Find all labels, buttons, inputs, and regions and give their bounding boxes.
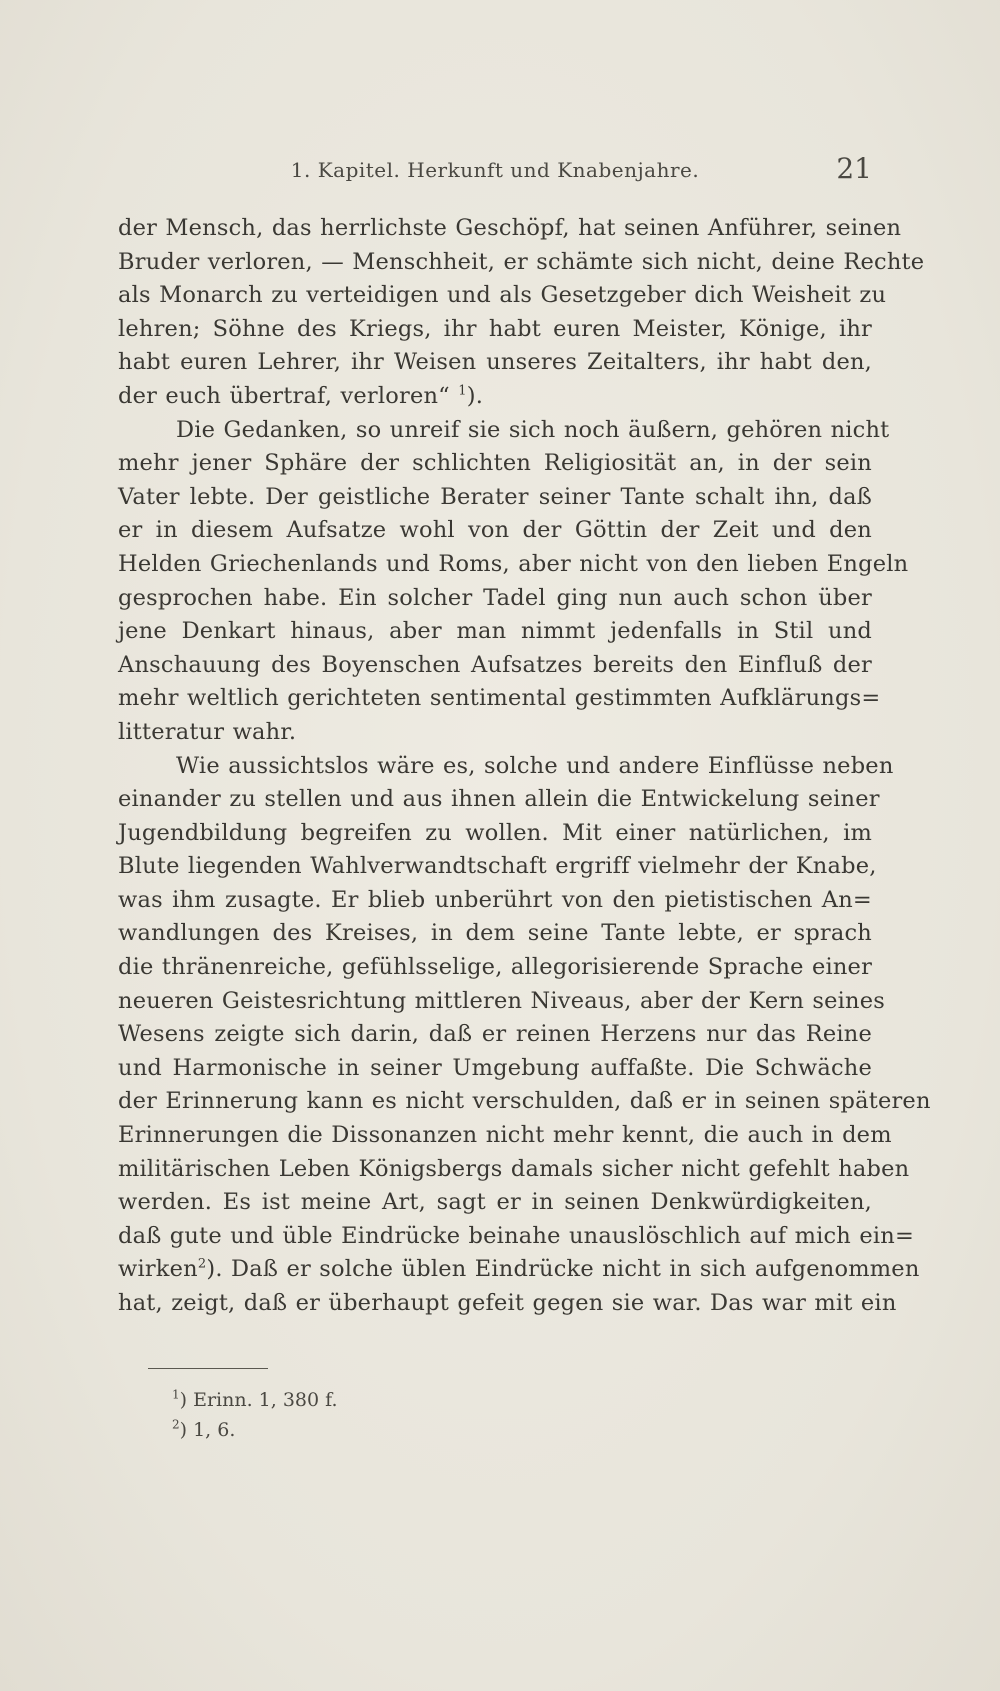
text-segment: ). Daß er solche üblen Eindrücke nicht in sich aufgenommen xyxy=(206,1256,920,1283)
text-line: wandlungen des Kreises, in dem seine Tante lebte, er sprach xyxy=(118,920,872,947)
text-line: jene Denkart hinaus, aber man nimmt jedenfalls in Stil und xyxy=(118,618,872,645)
body-text xyxy=(118,212,931,1321)
footnote-ref: 1 xyxy=(458,383,467,399)
text-line xyxy=(118,1253,920,1287)
text-line: Bruder verloren, — Menschheit, er schämte sich nicht, deine Rechte xyxy=(118,248,925,275)
text-line: Jugendbildung begreifen zu wollen. Mit einer natürlichen, im xyxy=(118,819,872,846)
text-line: Helden Griechenlands und Roms, aber nicht von den lieben Engeln xyxy=(118,550,909,577)
text-line: der Erinnerung kann es nicht verschulden, daß er in seinen späteren xyxy=(118,1088,931,1115)
text-line: neueren Geistesrichtung mittleren Niveaus, aber der Kern seines xyxy=(118,987,885,1014)
text-line: Vater lebte. Der geistliche Berater seiner Tante schalt ihn, daß xyxy=(118,483,872,510)
text-line: als Monarch zu verteidigen und als Gesetzgeber dich Weisheit zu xyxy=(118,282,887,309)
footnote-text: ) Erinn. 1, 380 f. xyxy=(179,1389,338,1411)
text-line: er in diesem Aufsatze wohl von der Göttin der Zeit und den xyxy=(118,517,872,544)
text-line: Wie aussichtslos wäre es, solche und andere Einflüsse neben xyxy=(176,752,894,779)
footnote-mark: 1 xyxy=(172,1387,180,1402)
running-head xyxy=(118,152,872,192)
text-line: Erinnerungen die Dissonanzen nicht mehr kennt, die auch in dem xyxy=(118,1122,892,1149)
text-line: Blute liegenden Wahlverwandtschaft ergriff vielmehr der Knabe, xyxy=(118,853,877,880)
footnote-text: ) 1, 6. xyxy=(179,1419,236,1441)
text-line: mehr weltlich gerichteten sentimental gestimmten Aufklärungs= xyxy=(118,685,881,712)
text-line: was ihm zusagte. Er blieb unberührt von den pietistischen An= xyxy=(118,886,872,913)
text-segment: ). xyxy=(466,382,484,409)
text-line: werden. Es ist meine Art, sagt er in seinen Denkwürdigkeiten, xyxy=(118,1189,872,1216)
text-line: mehr jener Sphäre der schlichten Religiosität an, in der sein xyxy=(118,450,872,477)
text-line xyxy=(118,380,872,414)
text-line: daß gute und üble Eindrücke beinahe unauslöschlich auf mich ein= xyxy=(118,1222,915,1249)
text-line: lehren; Söhne des Kriegs, ihr habt euren Meister, Könige, ihr xyxy=(118,315,872,342)
text-segment: der euch übertraf, verloren“ xyxy=(118,382,450,409)
page-number: 21 xyxy=(836,152,872,185)
text-line: der Mensch, das herrlichste Geschöpf, hat seinen Anführer, seinen xyxy=(118,215,902,241)
text-line: Anschauung des Boyenschen Aufsatzes bereits den Einfluß der xyxy=(118,651,872,678)
text-segment: wirken xyxy=(118,1256,198,1283)
text-line: Wesens zeigte sich darin, daß er reinen Herzens nur das Reine xyxy=(118,1021,872,1048)
text-line: gesprochen habe. Ein solcher Tadel ging nun auch schon über xyxy=(118,584,872,611)
text-line: litteratur wahr. xyxy=(118,718,297,745)
text-line: Die Gedanken, so unreif sie sich noch äußern, gehören nicht xyxy=(176,416,890,443)
text-line: hat, zeigt, daß er überhaupt gefeit gegen sie war. Das war mit ein xyxy=(118,1290,897,1316)
text-line: und Harmonische in seiner Umgebung auffaßte. Die Schwäche xyxy=(118,1054,872,1081)
text-line: einander zu stellen und aus ihnen allein die Entwickelung seiner xyxy=(118,786,880,813)
footnote xyxy=(172,1385,572,1415)
footnotes xyxy=(172,1385,572,1445)
text-line: die thränenreiche, gefühlsselige, allegorisierende Sprache einer xyxy=(118,954,873,981)
chapter-heading: 1. Kapitel. Herkunft und Knabenjahre. xyxy=(290,158,700,182)
footnote-ref: 2 xyxy=(197,1256,207,1272)
footnote-mark: 2 xyxy=(172,1417,180,1432)
footnote xyxy=(172,1415,572,1445)
text-line: habt euren Lehrer, ihr Weisen unseres Zeitalters, ihr habt den, xyxy=(118,349,872,376)
footnote-divider xyxy=(148,1368,268,1369)
text-line: militärischen Leben Königsbergs damals sicher nicht gefehlt haben xyxy=(118,1155,910,1182)
